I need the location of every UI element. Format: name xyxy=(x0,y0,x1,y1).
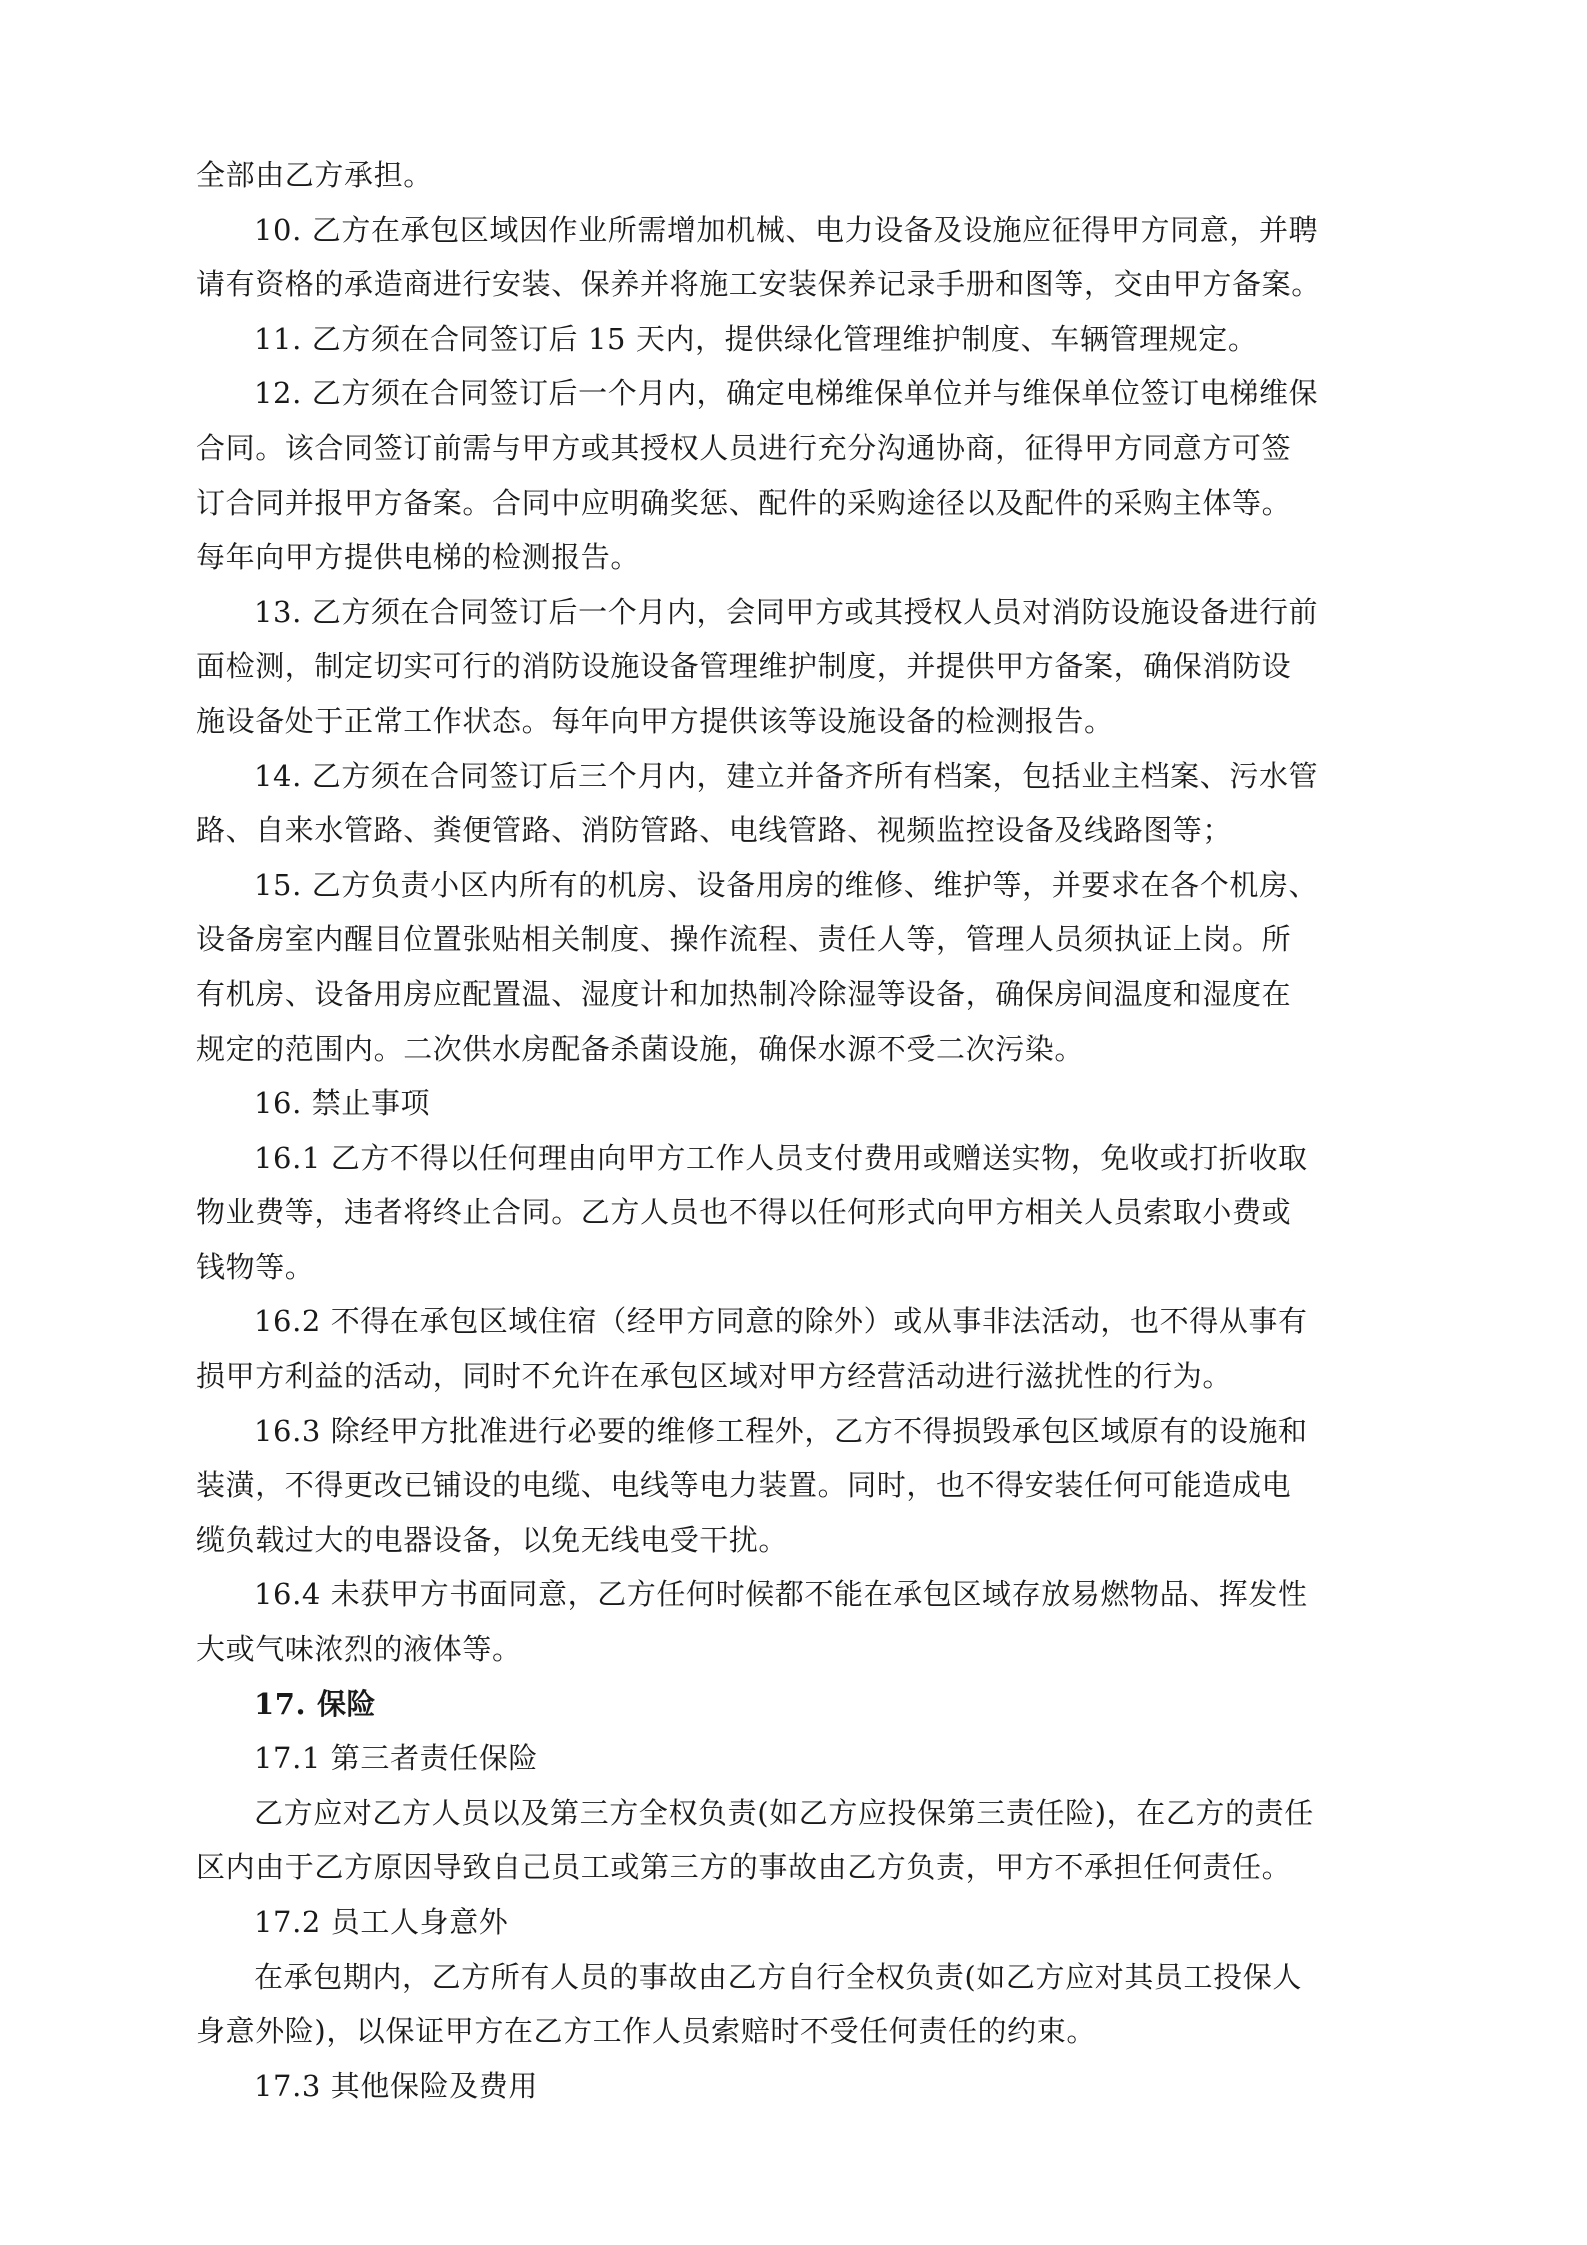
clause-16-heading: 16. 禁止事项 xyxy=(254,1086,431,1121)
text-line: 设备房室内醒目位置张贴相关制度、操作流程、责任人等，管理人员须执证上岗。所 xyxy=(196,922,1292,957)
text-line: 钱物等。 xyxy=(196,1249,315,1284)
clause-17-1-heading: 17.1 第三者责任保险 xyxy=(254,1741,538,1776)
text-line: 面检测，制定切实可行的消防设施设备管理维护制度，并提供甲方备案，确保消防设 xyxy=(196,649,1292,684)
text-line: 订合同并报甲方备案。合同中应明确奖惩、配件的采购途径以及配件的采购主体等。 xyxy=(196,485,1292,520)
clause-15-line: 15. 乙方负责小区内所有的机房、设备用房的维修、维护等，并要求在各个机房、 xyxy=(254,867,1319,902)
text-line: 有机房、设备用房应配置温、湿度计和加热制冷除湿等设备，确保房间温度和湿度在 xyxy=(196,976,1292,1011)
clause-17-heading: 17. 保险 xyxy=(254,1686,377,1721)
clause-17-1-line: 乙方应对乙方人员以及第三方全权负责(如乙方应投保第三责任险)，在乙方的责任 xyxy=(254,1795,1314,1830)
text-line: 施设备处于正常工作状态。每年向甲方提供该等设施设备的检测报告。 xyxy=(196,703,1114,738)
text-line: 大或气味浓烈的液体等。 xyxy=(196,1632,522,1667)
text-line: 请有资格的承造商进行安装、保养并将施工安装保养记录手册和图等，交由甲方备案。 xyxy=(196,267,1321,302)
clause-16-1-line: 16.1 乙方不得以任何理由向甲方工作人员支付费用或赠送实物，免收或打折收取 xyxy=(254,1140,1308,1175)
text-line: 每年向甲方提供电梯的检测报告。 xyxy=(196,540,641,575)
text-line: 损甲方利益的活动，同时不允许在承包区域对甲方经营活动进行滋扰性的行为。 xyxy=(196,1359,1233,1394)
clause-16-3-line: 16.3 除经甲方批准进行必要的维修工程外，乙方不得损毁承包区域原有的设施和 xyxy=(254,1413,1308,1448)
clause-17-2-line: 在承包期内，乙方所有人员的事故由乙方自行全权负责(如乙方应对其员工投保人 xyxy=(254,1959,1302,1994)
clause-13-line: 13. 乙方须在合同签订后一个月内，会同甲方或其授权人员对消防设施设备进行前 xyxy=(254,594,1319,629)
document-body xyxy=(196,148,1396,2113)
clause-17-2-heading: 17.2 员工人身意外 xyxy=(254,1905,509,1939)
clause-16-4-line: 16.4 未获甲方书面同意，乙方任何时候都不能在承包区域存放易燃物品、挥发性 xyxy=(254,1577,1308,1612)
clause-11-line: 11. 乙方须在合同签订后 15 天内，提供绿化管理维护制度、车辆管理规定。 xyxy=(254,321,1258,356)
text-line: 区内由于乙方原因导致自己员工或第三方的事故由乙方负责，甲方不承担任何责任。 xyxy=(196,1850,1292,1885)
clause-17-3-heading: 17.3 其他保险及费用 xyxy=(254,2068,538,2103)
text-line: 身意外险)，以保证甲方在乙方工作人员索赔时不受任何责任的约束。 xyxy=(196,2014,1096,2049)
text-line: 缆负载过大的电器设备，以免无线电受干扰。 xyxy=(196,1522,789,1557)
clause-12-line: 12. 乙方须在合同签订后一个月内，确定电梯维保单位并与维保单位签订电梯维保 xyxy=(254,376,1319,411)
text-line: 装潢，不得更改已铺设的电缆、电线等电力装置。同时，也不得安装任何可能造成电 xyxy=(196,1468,1292,1503)
clause-14-line: 14. 乙方须在合同签订后三个月内，建立并备齐所有档案，包括业主档案、污水管 xyxy=(254,758,1319,793)
text-line: 规定的范围内。二次供水房配备杀菌设施，确保水源不受二次污染。 xyxy=(196,1031,1085,1066)
text-line: 全部由乙方承担。 xyxy=(196,158,433,192)
text-line: 路、自来水管路、粪便管路、消防管路、电线管路、视频监控设备及线路图等； xyxy=(196,813,1233,848)
text-line: 合同。该合同签订前需与甲方或其授权人员进行充分沟通协商，征得甲方同意方可签 xyxy=(196,430,1292,465)
clause-16-2-line: 16.2 不得在承包区域住宿（经甲方同意的除外）或从事非法活动，也不得从事有 xyxy=(254,1304,1308,1339)
clause-10-line: 10. 乙方在承包区域因作业所需增加机械、电力设备及设施应征得甲方同意，并聘 xyxy=(254,212,1319,247)
text-line: 物业费等，违者将终止合同。乙方人员也不得以任何形式向甲方相关人员索取小费或 xyxy=(196,1195,1292,1230)
